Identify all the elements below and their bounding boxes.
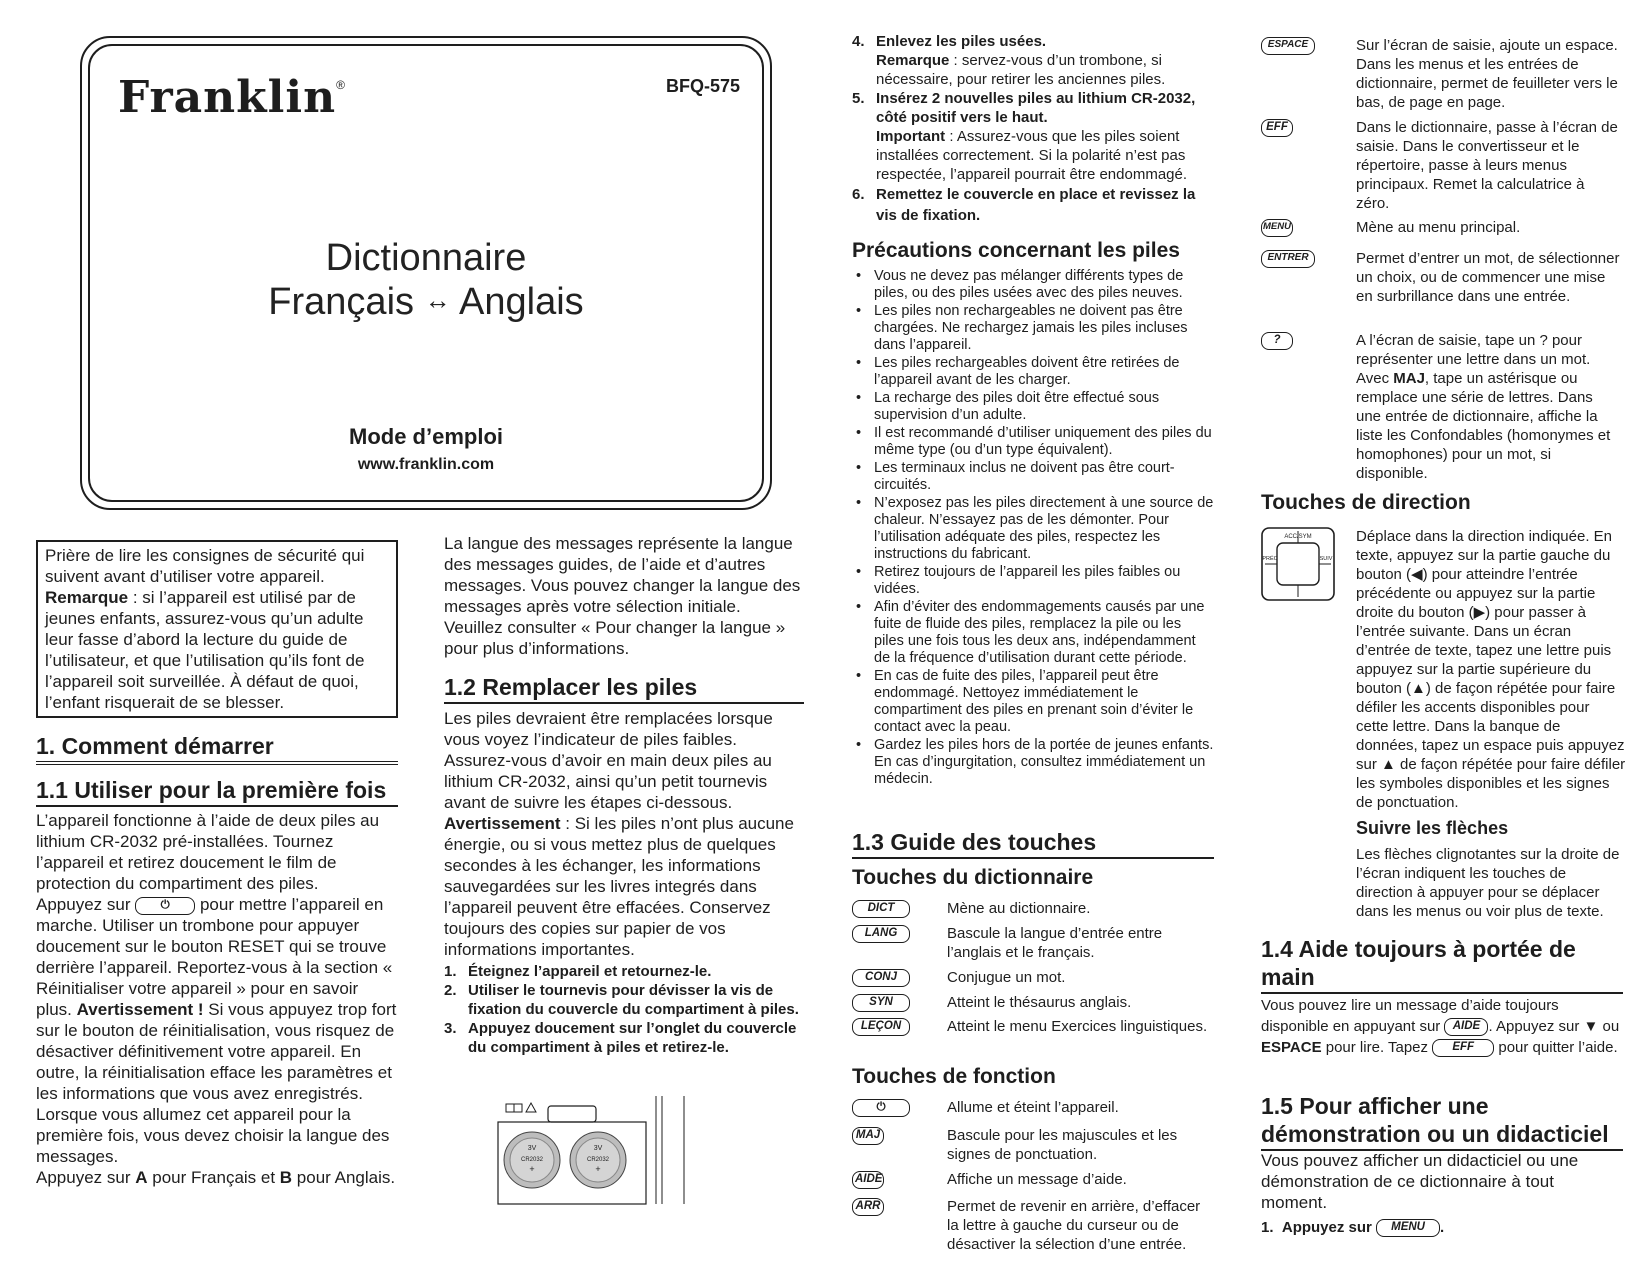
svg-text:ACC/SYM: ACC/SYM: [1284, 534, 1312, 540]
key-row-question: ? A l’écran de saisie, tape un ? pour représenter une lettre dans un mot. Avec MAJ, tape un astérisque ou remplace une série de lettres. Dans une entrée de dictionnaire, affiche la liste les Confondables (homonymes et homophones) pour un mot, si disponible.: [1261, 331, 1623, 483]
section-title-replace-batteries: 1.2 Remplacer les piles: [444, 673, 804, 704]
step-item: 3. Appuyez doucement sur l’onglet du couvercle du compartiment à piles et retirez-le.: [444, 1020, 797, 1056]
syn-key-icon: SYN: [852, 994, 910, 1012]
function-keys-title: Touches de fonction: [852, 1065, 1056, 1088]
cover-title-line2: Français ↔ Anglais: [90, 280, 762, 326]
key-row-lang: LANG Bascule la langue d’entrée entre l’anglais et le français.: [852, 924, 1214, 964]
maj-key-icon: MAJ: [852, 1127, 884, 1145]
cover-panel: [80, 36, 772, 510]
key-row-entrer: ENTRER Permet d’entrer un mot, de sélectionner un choix, ou de commencer une mise en surbrillance dans une entrée.: [1261, 249, 1623, 327]
franklin-logo: Franklin®: [118, 72, 346, 123]
espace-key-icon: ESPACE: [1261, 37, 1315, 55]
demo-step: 1. Appuyez sur MENU .: [1261, 1219, 1445, 1236]
section-title-key-guide: 1.3 Guide des touches: [852, 828, 1214, 859]
key-row-arr: ARR Permet de revenir en arrière, d’effacer la lettre à gauche du curseur ou de désactiver la sélection d’une entrée.: [852, 1197, 1214, 1257]
lang-key-icon: LANG: [852, 925, 910, 943]
list-item: • Retirez toujours de l’appareil les piles faibles ou vidées.: [852, 564, 1214, 598]
battery-right: [570, 1132, 626, 1188]
direction-pad-icon: [1261, 527, 1335, 601]
key-row-conj: CONJ Conjugue un mot.: [852, 968, 1214, 988]
key-row-power: ⏻ Allume et éteint l’appareil.: [852, 1098, 1214, 1118]
section-title-first-use: 1.1 Utiliser pour la première fois: [36, 776, 398, 807]
svg-text:3V: 3V: [527, 1145, 537, 1152]
dict-key-icon: DICT: [852, 900, 910, 918]
power-key-icon: ⏻: [852, 1099, 910, 1117]
key-row-maj: MAJ Bascule pour les majuscules et les signes de ponctuation.: [852, 1126, 1214, 1166]
battery-precautions-list: [852, 268, 1214, 789]
model-number: BFQ-575: [665, 76, 740, 96]
battery-compartment-illustration: [470, 1094, 710, 1206]
arr-key-icon: ARR: [852, 1198, 884, 1216]
key-row-menu: MENU Mène au menu principal.: [1263, 219, 1521, 236]
follow-arrows-text: Les flèches clignotantes sur la droite de l’écran indiquent les touches de direction à appuyer pour se déplacer dans les menus ou voir plus de texte.: [1356, 846, 1620, 920]
entrer-key-icon: ENTRER: [1261, 250, 1315, 268]
aide-key-icon: AIDE: [1444, 1018, 1488, 1036]
eff-key-icon: EFF: [1432, 1039, 1494, 1057]
svg-text:3V: 3V: [593, 1145, 603, 1152]
cover-url: www.franklin.com: [357, 456, 495, 473]
key-row-syn: SYN Atteint le thésaurus anglais.: [852, 993, 1214, 1013]
svg-text:+: +: [595, 1164, 601, 1174]
key-row-dict: DICT Mène au dictionnaire.: [852, 899, 1214, 919]
list-item: • Gardez les piles hors de la portée de jeunes enfants. En cas d’ingurgitation, consultez immédiatement un médecin.: [852, 737, 1214, 788]
section-title-demo: 1.5 Pour afficher une démonstration ou un didacticiel: [1261, 1092, 1623, 1151]
question-key-icon: ?: [1261, 332, 1293, 350]
battery-precautions-title: Précautions concernant les piles: [852, 239, 1180, 262]
list-item: • Afin d’éviter des endommagements causés par une fuite de fluide des piles, remplacez la pile ou les piles une fois tous les deux ans, indépendamment de la fréquence d’utilisation durant cette période.: [852, 599, 1214, 667]
aide-key-icon: AIDE: [852, 1171, 884, 1189]
battery-steps-continued: 4. Enlevez les piles usées. Remarque : servez-vous d’un trombone, si nécessaire, pour retirer les anciennes piles. 5. Insérez 2 nouvelles piles au lithium CR-2032, côté positif vers le haut. Important : Assurez-vous que les piles soient installées correctement. Si la polarité n’est pas respectée, l’appareil pourrait être endommagé. 6. Remettez le couvercle en place et revissez la vis de fixation.: [852, 33, 1196, 224]
list-item: • En cas de fuite des piles, l’appareil peut être endommagé. Nettoyez immédiatement le compartiment des piles en prenant soin d’éviter le contact avec la peau.: [852, 668, 1214, 736]
section-title-help: 1.4 Aide toujours à portée de main: [1261, 935, 1623, 994]
svg-text:CR2032: CR2032: [586, 1157, 610, 1163]
battery-steps-list: [444, 962, 804, 1057]
cover-inner-frame: [88, 44, 764, 502]
key-row-lecon: LEÇON Atteint le menu Exercices linguistiques.: [852, 1017, 1214, 1057]
bidirectional-arrow-icon: ↔: [424, 284, 451, 315]
svg-text:SUIV: SUIV: [1319, 556, 1333, 562]
direction-keys-title: Touches de direction: [1261, 491, 1471, 514]
dictionary-keys-title: Touches du dictionnaire: [852, 866, 1094, 889]
demo-text: Vous pouvez afficher un didacticiel ou une démonstration de ce dictionnaire à tout moment.: [1261, 1151, 1579, 1212]
list-item: • La recharge des piles doit être effectué sous supervision d’un adulte.: [852, 390, 1214, 424]
list-item: • Il est recommandé d’utiliser uniquement des piles du même type (ou d’un type équivalent).: [852, 425, 1214, 459]
first-use-text: L’appareil fonctionne à l’aide de deux piles au lithium CR-2032 pré-installées. Tournez l’appareil et retirez doucement le film de protection du compartiment des piles. Appuyez sur ⏻ pour mettre l’appareil en marche. Utiliser un trombone pour appuyer doucement sur le bouton RESET qui se trouve derrière l’appareil. Reportez-vous à la section « Réinitialiser votre appareil » pour en savoir plus. Avertissement ! Si vous appuyez trop fort sur le bouton de réinitialisation, vous risquez de désactiver définitivement votre appareil. En outre, la réinitialisation efface les paramètres et les informations que vous avez enregistrés. Lorsque vous allumez cet appareil pour la première fois, vous devez choisir la langue des messages. Appuyez sur A pour Français et B pour Anglais.: [36, 811, 397, 1187]
svg-text:CR2032: CR2032: [520, 1157, 544, 1163]
step-item: 1. Éteignez l’appareil et retournez-le.: [444, 963, 712, 980]
list-item: • N’exposez pas les piles directement à une source de chaleur. N’essayez pas de les démonter. Pour l’utilisation adéquate des piles, respectez les instructions du fabricant.: [852, 495, 1214, 563]
key-row-eff: EFF Dans le dictionnaire, passe à l’écran de saisie. Dans le convertisseur et le répertoire, passe à leurs menus principaux. Remet la calculatrice à zéro.: [1261, 118, 1623, 214]
direction-keys-text: Déplace dans la direction indiquée. En texte, appuyez sur la partie gauche du bouton (◀) pour atteindre l’entrée précédente ou appuyez sur la partie droite du bouton (▶) pour passer à l’entrée suivante. Dans un écran d’entrée de texte, tapez une lettre puis appuyez sur la partie supérieure du bouton (▲) de façon répétée pour faire défiler les accents disponibles pour cette lettre. Dans la banque de données, tapez un espace puis appuyez sur ▲ de façon répétée pour faire défiler les symboles disponibles et les signes de ponctuation.: [1356, 528, 1626, 811]
svg-text:PRÉC: PRÉC: [1262, 556, 1278, 562]
key-row-espace: ESPACE Sur l’écran de saisie, ajoute un espace. Dans les menus et les entrées de dictionnaire, permet de feuilleter vers le bas, de page en page.: [1261, 36, 1623, 114]
follow-arrows-title: Suivre les flèches: [1356, 818, 1509, 838]
cover-title: [90, 236, 762, 326]
safety-notice-box: Prière de lire les consignes de sécurité qui suivent avant d’utiliser votre appareil. Remarque : si l’appareil est utilisé par de jeunes enfants, assurez-vous qu’un adulte leur fasse d’abord la lecture du guide de l’utilisateur, et que l’utilisation qu’ils font de l’appareil soit surveillée. À défaut de quoi, l’enfant risquerait de se blesser.: [36, 540, 398, 718]
help-text: Vous pouvez lire un message d’aide toujours disponible en appuyant sur AIDE . Appuyez sur ▼ ou ESPACE pour lire. Tapez EFF pour quitter l’aide.: [1261, 997, 1620, 1056]
book-warning-icon: [506, 1103, 536, 1112]
section-title-getting-started: 1. Comment démarrer: [36, 732, 398, 765]
battery-left: [504, 1132, 560, 1188]
conj-key-icon: CONJ: [852, 969, 910, 987]
key-row-aide: AIDE Affiche un message d’aide.: [852, 1170, 1214, 1190]
list-item: • Vous ne devez pas mélanger différents types de piles, ou des piles usées avec des piles neuves.: [852, 268, 1214, 302]
list-item: • Les piles rechargeables doivent être retirées de l’appareil avant de les charger.: [852, 355, 1214, 389]
power-key-icon: ⏻: [135, 897, 195, 915]
cover-title-line1: Dictionnaire: [325, 237, 527, 279]
menu-key-icon: MENU: [1261, 219, 1293, 237]
lecon-key-icon: LEÇON: [852, 1018, 910, 1036]
language-intro-text: La langue des messages représente la langue des messages guides, de l’aide et d’autres messages. Vous pouvez changer la langue des messages après votre sélection initiale. Veuillez consulter « Pour changer la langue » pour plus d’informations.: [444, 534, 801, 658]
step-item: 2. Utiliser le tournevis pour dévisser la vis de fixation du couvercle du compartiment à piles.: [444, 982, 799, 1018]
list-item: • Les piles non rechargeables ne doivent pas être chargées. Ne rechargez jamais les piles incluses dans l’appareil.: [852, 303, 1214, 354]
list-item: • Les terminaux inclus ne doivent pas être court-circuités.: [852, 460, 1214, 494]
eff-key-icon: EFF: [1261, 119, 1293, 137]
cover-subtitle: Mode d’emploi: [349, 424, 503, 449]
replace-batteries-text: Les piles devraient être remplacées lorsque vous voyez l’indicateur de piles faibles. Assurez-vous d’avoir en main deux piles au lithium CR-2032, ainsi qu’un petit tournevis avant de suivre les étapes ci-dessous. Avertissement : Si les piles n’ont plus aucune énergie, ou si vous mettez plus de quelques secondes à les échanger, les informations sauvegardées sur les livres integrés dans l’appareil peuvent être effacées. Conservez toujours des copies sur papier de vos informations importantes.: [444, 709, 794, 959]
menu-key-icon: MENU: [1376, 1219, 1440, 1237]
svg-text:+: +: [529, 1164, 535, 1174]
